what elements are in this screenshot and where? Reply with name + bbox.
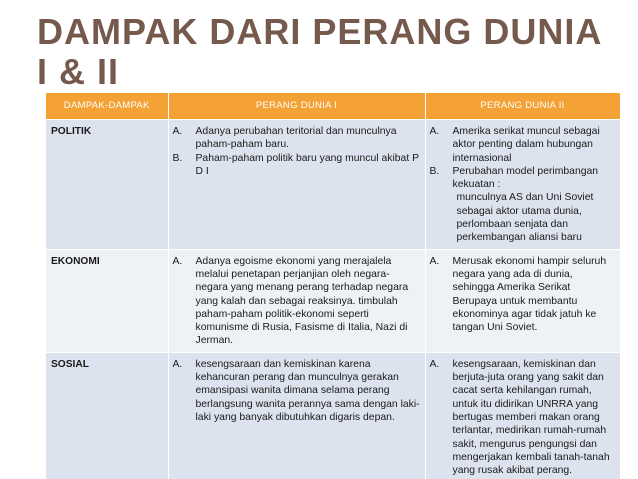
list-item xyxy=(430,125,616,165)
pd1-cell xyxy=(168,352,425,479)
list-text: Perubahan model perimbangan kekuatan : xyxy=(452,165,599,191)
list-marker: A. xyxy=(429,255,440,267)
list-text: munculnya AS dan Uni Soviet sebagai aktor utama dunia, perlombaan senjata dan perkembangan aliansi baru xyxy=(456,192,594,244)
list-text: kesengsaraan dan kemiskinan karena kehancuran perang dan munculnya gerakan emansipasi wanita dimana selama perang berlangsung wanita perannya sama dengan laki-laki yang banyak dibutuhkan digaris depan. xyxy=(195,358,420,423)
list-item xyxy=(430,358,616,478)
list-marker: A. xyxy=(172,358,183,370)
list-item xyxy=(430,191,616,244)
list-text: kesengsaraan, kemiskinan dan berjuta-juta orang yang sakit dan cacat serta kehilangan rumah, untuk itu didirikan UNRRA yang bertugas memberi makan orang terlantar, medirikan rumah-rumah sakit, mengurus pengungsi dan mengerjakan kembali tanah-tanah yang rusak akibat perang. xyxy=(452,358,610,477)
list-text: Merusak ekonomi hampir seluruh negara yang ada di dunia, sehingga Amerika Serikat Berupaya untuk membantu ekonominya agar tidak jatuh ke tangan Uni Soviet. xyxy=(452,255,607,334)
list-item xyxy=(173,358,421,424)
pd1-cell xyxy=(168,120,425,250)
list-text: Amerika serikat muncul sebagai aktor penting dalam hubungan internasional xyxy=(452,126,600,164)
pd2-cell xyxy=(425,352,620,479)
category-cell: EKONOMI xyxy=(46,249,168,352)
list-item xyxy=(173,125,421,152)
table-header-row xyxy=(46,93,620,120)
header-dampak: DAMPAK-DAMPAK xyxy=(46,93,168,120)
table-row-sosial xyxy=(46,352,620,479)
list-marker: B. xyxy=(429,165,440,177)
impact-table-container xyxy=(46,93,620,479)
list-marker: A. xyxy=(429,126,440,137)
list-marker xyxy=(430,191,453,244)
list-text: Adanya egoisme ekonomi yang merajalela melalui penetapan perjanjian oleh negara-negara yang menang perang terhadap negara yang kalah dan sebagai reaksinya. timbulah paham-paham politik-ekonomi seperti komunisme di Rusia, Fasisme di Italia, Nazi di Jerman. xyxy=(195,255,409,347)
title-line-2: I & II xyxy=(37,51,120,92)
impact-table xyxy=(46,93,620,479)
list-text: Adanya perubahan teritorial dan munculnya paham-paham baru. xyxy=(195,126,397,151)
list-marker: A. xyxy=(429,358,440,370)
header-perang-dunia-2: PERANG DUNIA II xyxy=(425,93,620,120)
table-row-politik xyxy=(46,120,620,250)
list-text: Paham-paham politik baru yang muncul akibat P D I xyxy=(195,152,419,177)
slide-title xyxy=(37,12,627,92)
title-line-1: DAMPAK DARI PERANG DUNIA xyxy=(37,11,603,52)
category-cell: SOSIAL xyxy=(46,352,168,479)
pd1-cell xyxy=(168,249,425,352)
pd2-cell xyxy=(425,120,620,250)
list-marker: A. xyxy=(172,126,183,137)
pd2-cell xyxy=(425,249,620,352)
list-marker: B. xyxy=(172,152,183,164)
list-item xyxy=(430,255,616,335)
table-row-ekonomi xyxy=(46,249,620,352)
list-item xyxy=(173,152,421,179)
list-item xyxy=(173,255,421,348)
category-cell: POLITIK xyxy=(46,120,168,250)
list-item xyxy=(430,165,616,192)
list-marker: A. xyxy=(172,255,183,267)
header-perang-dunia-1: PERANG DUNIA I xyxy=(168,93,425,120)
